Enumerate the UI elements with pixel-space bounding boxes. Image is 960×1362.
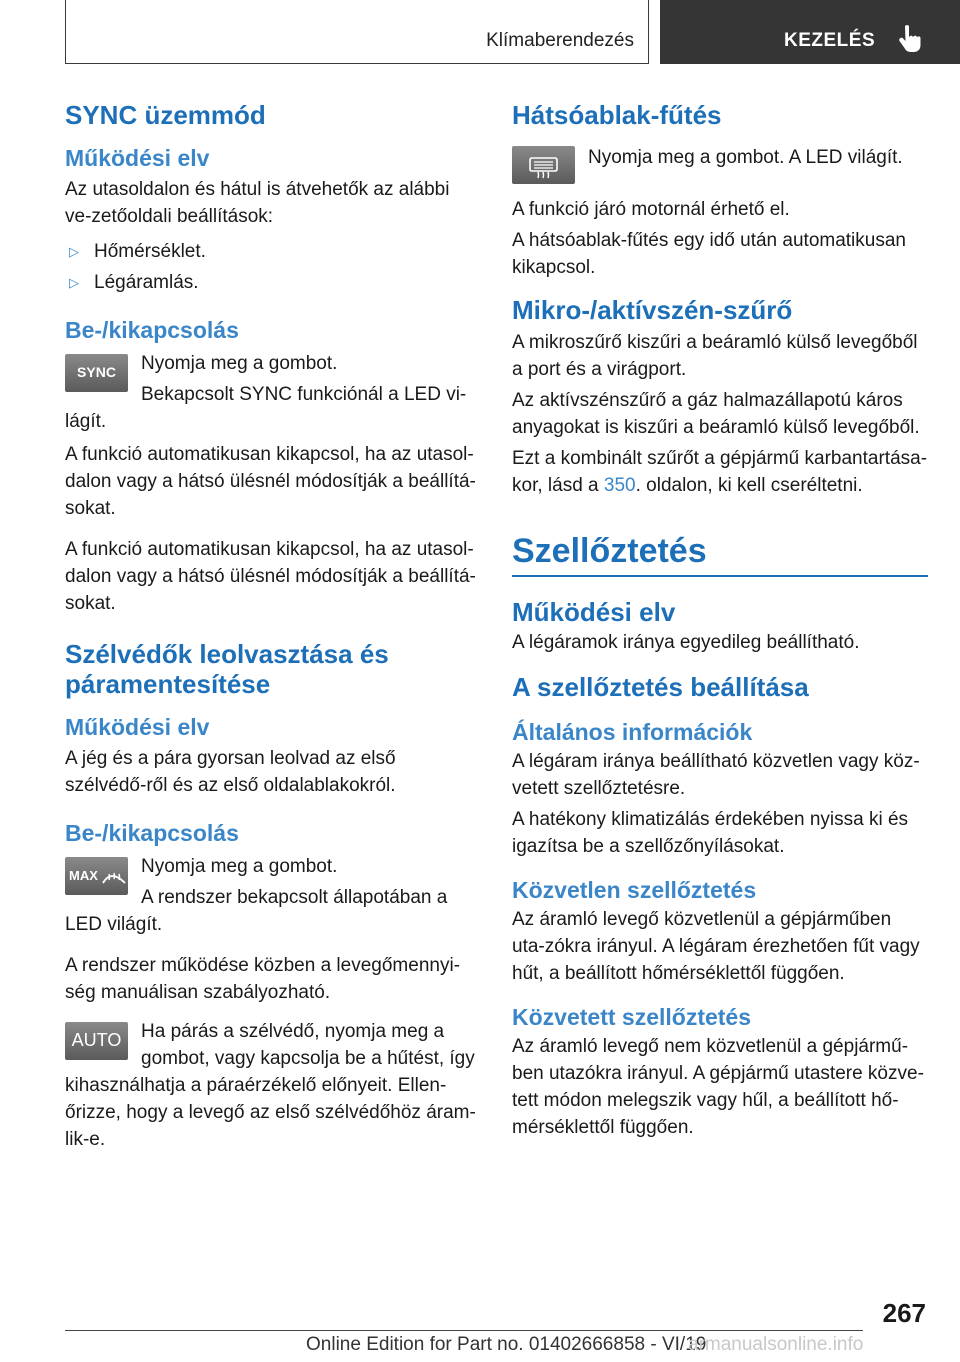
- rear-window-heating-button: [512, 146, 575, 184]
- chapter-tab: [660, 0, 960, 64]
- watermark: armanualsonline.info: [688, 1334, 864, 1355]
- max-airflow-text: A rendszer működése közben a levegőmennyi-ség manuálisan szabályozható.: [65, 955, 461, 1003]
- general-info-heading: Általános információk: [512, 718, 753, 745]
- header-section-box: [65, 0, 649, 64]
- auto-button-label: AUTO: [71, 1030, 122, 1050]
- page-number: 267: [882, 1298, 926, 1328]
- filter-text-3: [512, 445, 928, 499]
- bullet-triangle-icon: ▷: [69, 244, 79, 259]
- direct-vent-heading: Közvetlen szellőztetés: [512, 876, 757, 903]
- max-button-block: [65, 853, 477, 938]
- right-column: [512, 100, 928, 1141]
- sync-led-text: Bekapcsolt SYNC funkciónál a LED vi-lágít.: [65, 384, 467, 432]
- list-item: [65, 238, 477, 265]
- filter-text-2: Az aktívszénszűrő a gáz halmazállapotú káros anyagokat is kiszűri a beáramló külső levegőből.: [512, 390, 920, 438]
- sync-onoff-heading: Be-/kikapcsolás: [65, 317, 239, 343]
- vent-setting-heading: A szellőztetés beállítása: [512, 671, 809, 702]
- rear-press-text: Nyomja meg a gombot. A LED világít.: [588, 147, 903, 168]
- sync-button: [65, 354, 128, 392]
- defrost-onoff-heading: Be-/kikapcsolás: [65, 820, 239, 846]
- footer-divider: [65, 1330, 863, 1331]
- indirect-vent-heading: Közvetett szellőztetés: [512, 1003, 752, 1030]
- sync-principle-text: Az utasoldalon és hátul is átvehetők az alábbi ve-zetőoldali beállítások:: [65, 179, 450, 227]
- direct-vent-text: Az áramló levegő közvetlenül a gépjárműben uta-zókra irányul. A légáram érezhetően fűt vagy hűt, a beállított hőmérséklettől függően.: [512, 908, 920, 984]
- rear-engine-text: A funkció járó motornál érhető el.: [512, 199, 790, 220]
- defrost-principle-text: A jég és a pára gyorsan leolvad az első szélvédő-ről és az első oldalablakokról.: [65, 748, 396, 796]
- sync-button-label: SYNC: [77, 364, 116, 380]
- list-item-text: Légáramlás.: [94, 272, 199, 293]
- indirect-vent-text: Az áramló levegő nem közvetlenül a gépjármű-ben utazókra irányul. A gépjármű utastere közve-tett módon melegszik vagy hűl, a beállított hő-mérséklettől függően.: [512, 1035, 924, 1138]
- bullet-triangle-icon: ▷: [69, 275, 79, 290]
- pointing-hand-icon: [896, 24, 924, 54]
- section-title: Klímaberendezés: [486, 30, 634, 51]
- max-led-text: A rendszer bekapcsolt állapotában a LED világít.: [65, 887, 448, 935]
- sync-press-text: Nyomja meg a gombot.: [141, 353, 338, 374]
- left-column: [65, 100, 477, 1153]
- max-button-label: MAX: [69, 868, 98, 883]
- filter-text-1: A mikroszűrő kiszűri a beáramló külső levegőből a port és a virágport.: [512, 332, 918, 380]
- ventilation-divider: [512, 575, 928, 577]
- sync-mode-heading: SYNC üzemmód: [65, 100, 266, 130]
- general-text-2: A hatékony klimatizálás érdekében nyissa ki és igazítsa be a szellőzőnyílásokat.: [512, 808, 909, 857]
- defrost-heading: Szélvédők leolvasztása és páramentesítése: [65, 639, 389, 699]
- list-item: [65, 269, 477, 296]
- filter-heading: Mikro-/aktívszén-szűrő: [512, 295, 793, 325]
- rear-window-heating-heading: Hátsóablak-fűtés: [512, 100, 722, 130]
- edition-text: Online Edition for Part no. 01402666858 - VI/19: [306, 1334, 707, 1355]
- auto-text: Ha párás a szélvédő, nyomja meg a gombot, vagy kapcsolja be a hűtést, így kihasználhatja a páraérzékelő előnyeit. Ellen-őrizze, hogy a levegő az első szélvédőhöz áram-lik-e.: [65, 1021, 476, 1150]
- max-defrost-button: [65, 857, 128, 895]
- vent-principle-heading: Működési elv: [512, 596, 676, 627]
- rear-button-block: [512, 144, 928, 188]
- auto-button: [65, 1022, 128, 1060]
- ventilation-heading: Szellőztetés: [512, 532, 707, 570]
- sync-auto-off-text-repeat: A funkció automatikusan kikapcsol, ha az utasol-dalon vagy a hátsó ülésnél módosítják a beállítá-sokat.: [65, 539, 476, 614]
- auto-button-block: [65, 1018, 477, 1153]
- filter-text-3-post: . oldalon, ki kell cseréltetni.: [635, 475, 863, 496]
- sync-auto-off-text: A funkció automatikusan kikapcsol, ha az utasol-dalon vagy a hátsó ülésnél módosítják a beállítá-sokat.: [65, 444, 476, 519]
- max-press-text: Nyomja meg a gombot.: [141, 856, 338, 877]
- sync-principle-heading: Működési elv: [65, 145, 210, 171]
- sync-button-block: [65, 350, 477, 435]
- rear-window-heating-icon: [512, 146, 575, 184]
- chapter-tab-label: KEZELÉS: [784, 30, 876, 51]
- vent-principle-text: A légáramok iránya egyedileg beállítható.: [512, 631, 860, 653]
- page-reference-link[interactable]: 350: [603, 475, 636, 496]
- filter-text-3-pre: Ezt a kombinált szűrőt a gépjármű karbantartása-kor, lásd a: [512, 448, 928, 496]
- general-text-1: A légáram iránya beállítható közvetlen vagy köz-vetett szellőztetésre.: [512, 750, 920, 799]
- defrost-principle-heading: Működési elv: [65, 714, 210, 740]
- list-item-text: Hőmérséklet.: [94, 241, 206, 262]
- windshield-defrost-icon: [65, 857, 128, 895]
- rear-auto-off-text: A hátsóablak-fűtés egy idő után automatikusan kikapcsol.: [512, 230, 906, 278]
